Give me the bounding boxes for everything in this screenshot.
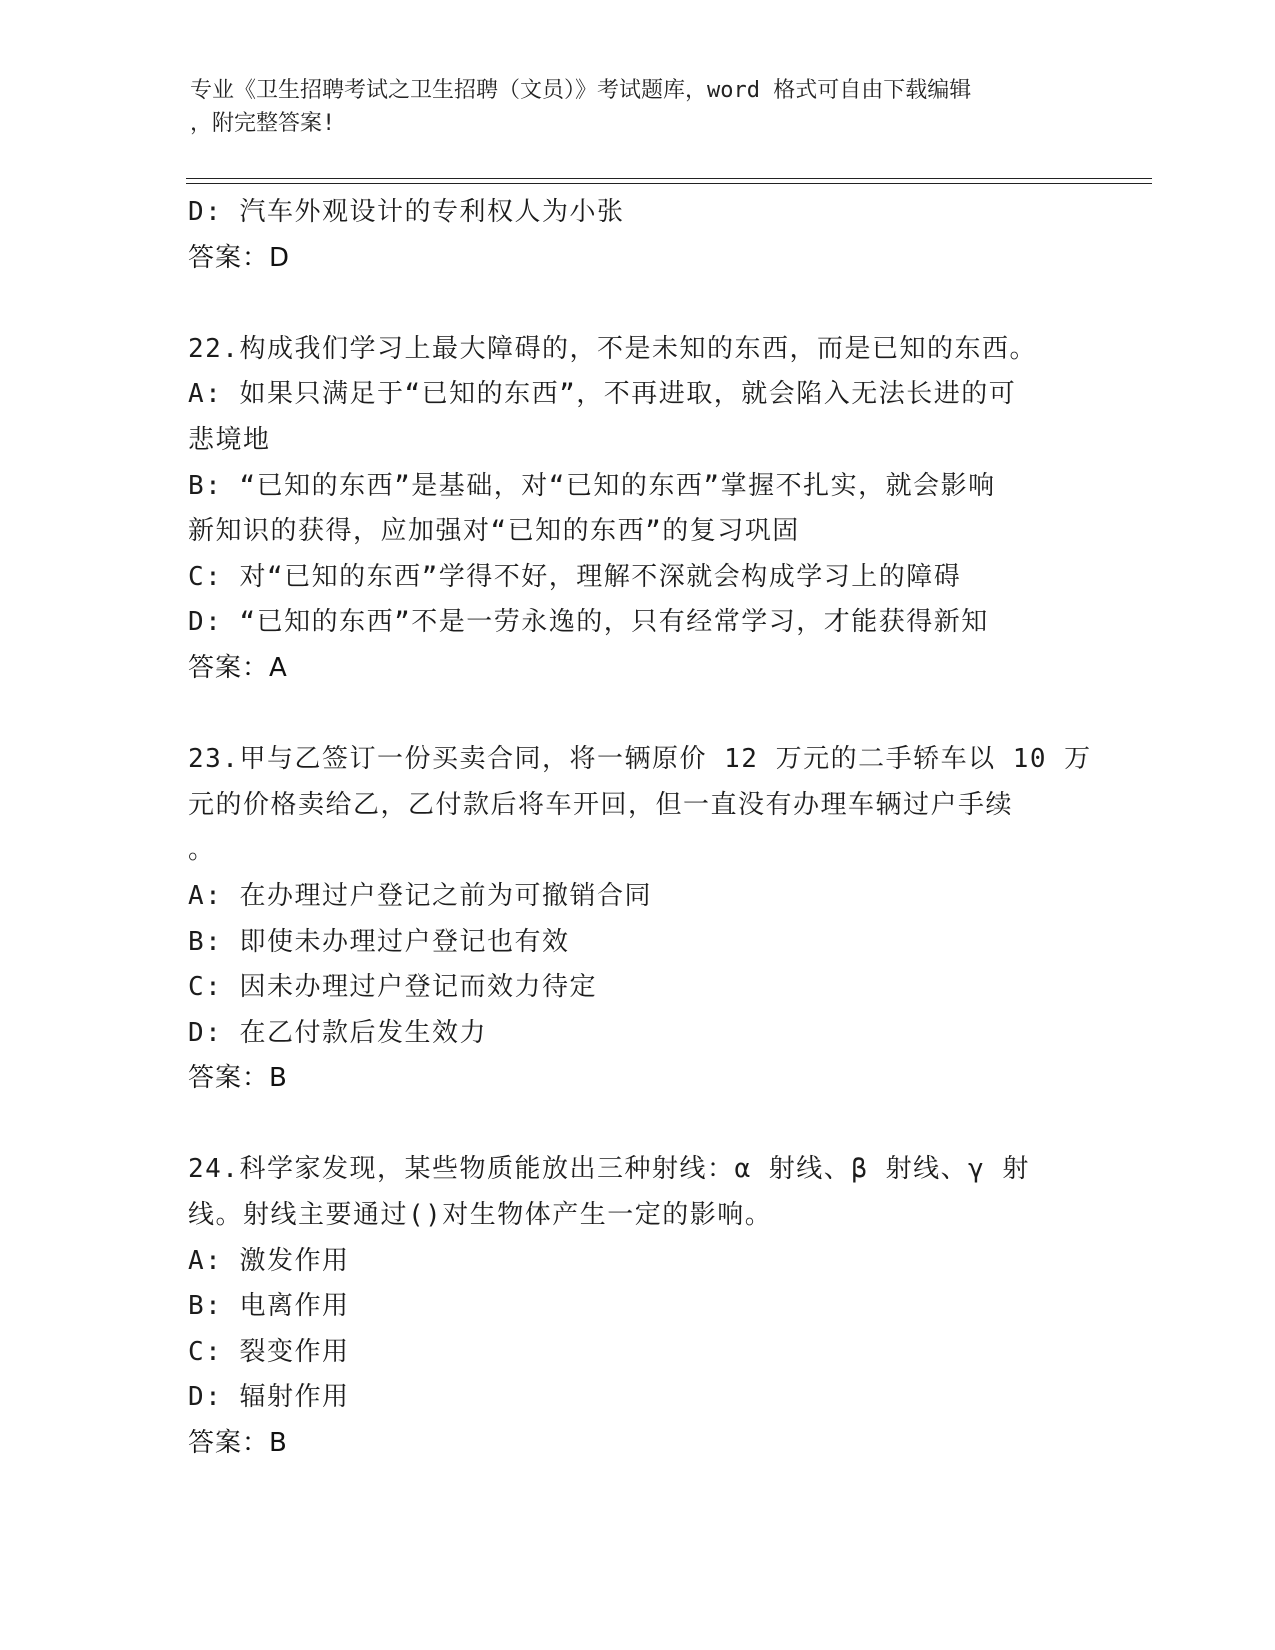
q23-option-a: A: 在办理过户登记之前为可撤销合同 bbox=[188, 880, 652, 911]
spacer bbox=[188, 281, 1088, 327]
q24-stem-line-2: 线。射线主要通过()对生物体产生一定的影响。 bbox=[188, 1200, 773, 1231]
header-line-2: ，附完整答案! bbox=[190, 111, 336, 136]
q24-option-b: B: 电离作用 bbox=[188, 1291, 350, 1322]
q21-answer: 答案：D bbox=[188, 242, 291, 273]
q23-answer: 答案：B bbox=[188, 1063, 288, 1094]
q23-option-d: D: 在乙付款后发生效力 bbox=[188, 1017, 487, 1048]
q21-option-d: D: 汽车外观设计的专利权人为小张 bbox=[188, 197, 625, 227]
q24-stem-line-1: 24.科学家发现，某些物质能放出三种射线：α 射线、β 射线、γ 射 bbox=[188, 1154, 1030, 1185]
q22-option-b-line-1: B: “已知的东西”是基础，对“已知的东西”掌握不扎实，就会影响 bbox=[188, 470, 996, 501]
q24-option-a: A: 激发作用 bbox=[188, 1245, 350, 1276]
q22-answer: 答案：A bbox=[188, 652, 288, 683]
spacer bbox=[188, 692, 1088, 738]
q24-answer: 答案：B bbox=[188, 1428, 288, 1459]
q23-option-b: B: 即使未办理过户登记也有效 bbox=[188, 926, 570, 957]
q22-option-c: C: 对“已知的东西”学得不好，理解不深就会构成学习上的障碍 bbox=[188, 561, 962, 592]
q23-stem-line-3: 。 bbox=[188, 835, 216, 866]
q23-stem-line-2: 元的价格卖给乙，乙付款后将车开回，但一直没有办理车辆过户手续 bbox=[188, 789, 1014, 820]
q24-option-c: C: 裂变作用 bbox=[188, 1336, 350, 1367]
q22-option-b-line-2: 新知识的获得，应加强对“已知的东西”的复习巩固 bbox=[188, 516, 800, 547]
q23-stem-line-1: 23.甲与乙签订一份买卖合同，将一辆原价 12 万元的二手轿车以 10 万 bbox=[188, 744, 1092, 775]
q22-option-d: D: “已知的东西”不是一劳永逸的，只有经常学习，才能获得新知 bbox=[188, 607, 989, 638]
q22-option-a-line-2: 悲境地 bbox=[188, 424, 271, 455]
header-divider-top bbox=[186, 178, 1152, 179]
spacer bbox=[188, 1102, 1088, 1148]
header-divider-bottom bbox=[186, 183, 1152, 184]
q22-stem: 22.构成我们学习上最大障碍的，不是未知的东西，而是已知的东西。 bbox=[188, 333, 1037, 364]
page-header bbox=[190, 74, 1070, 140]
header-line-1: 专业《卫生招聘考试之卫生招聘（文员）》考试题库，word 格式可自由下载编辑 bbox=[190, 78, 972, 103]
q24-option-d: D: 辐射作用 bbox=[188, 1382, 350, 1413]
q22-option-a-line-1: A: 如果只满足于“已知的东西”，不再进取，就会陷入无法长进的可 bbox=[188, 379, 1017, 410]
question-list bbox=[188, 190, 1092, 1467]
q23-option-c: C: 因未办理过户登记而效力待定 bbox=[188, 972, 597, 1003]
